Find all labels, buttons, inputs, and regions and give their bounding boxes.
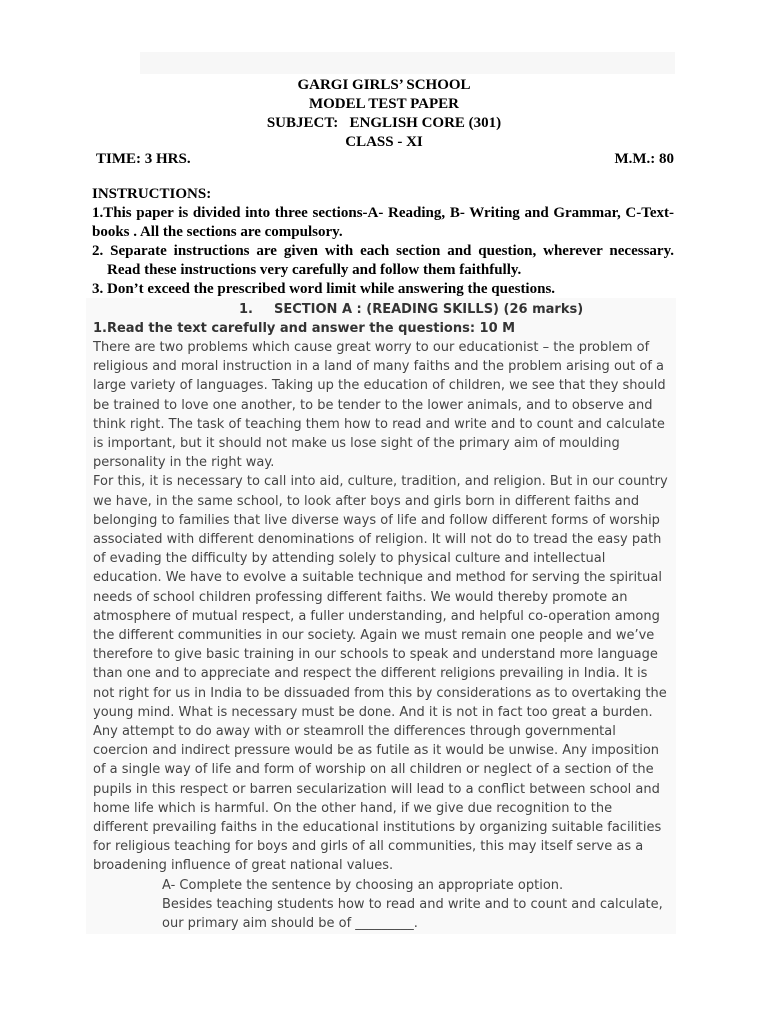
passage-line: religious and moral instruction in a land of many faiths and the problem arising out of a	[93, 359, 664, 375]
max-marks-label: M.M.: 80	[614, 151, 674, 167]
passage-line: not right for us in India to be dissuaded from this by considerations as to overtaking the	[93, 685, 667, 701]
passage-line: broadening influence of great national values.	[93, 858, 394, 874]
instruction-item: 1.This paper is divided into three sections-A- Reading, B- Writing and Grammar, C-Text-books . All the sections are compulsory.	[92, 205, 674, 240]
instructions-heading: INSTRUCTIONS:	[92, 186, 212, 202]
instructions-block	[92, 185, 674, 299]
section-title	[0, 300, 768, 319]
question-a	[162, 876, 662, 934]
passage-line: For this, it is necessary to call into aid, culture, tradition, and religion. But in our country	[93, 474, 668, 490]
passage-line: think right. The task of teaching them how to read and write and to count and calculate	[93, 416, 665, 432]
passage-line: large variety of languages. Taking up the education of children, we see that they should	[93, 378, 666, 394]
passage-line: be trained to love one another, to be tender to the lower animals, and to observe and	[93, 397, 653, 413]
passage-line: education. We have to evolve a suitable technique and method for serving the spiritual	[93, 570, 662, 586]
passage-line: Any attempt to do away with or steamroll the differences through governmental	[93, 724, 616, 740]
document-header	[0, 76, 768, 152]
passage-line: of a single way of life and form of worship on all children or neglect of a section of the	[93, 762, 654, 778]
passage-line: belonging to families that live diverse ways of life and follow different forms of worship	[93, 512, 660, 528]
passage-line: pupils in this respect or barren secularization will lead to a conflict between school and	[93, 781, 660, 797]
passage-line: of evading the difficulty by attending solely to physical culture and intellectual	[93, 551, 606, 567]
question-line: A- Complete the sentence by choosing an appropriate option.	[162, 878, 564, 893]
passage-line: therefore to give basic training in our schools to speak and understand more language	[93, 647, 658, 663]
passage-line: different prevailing faiths in the educational institutions by organizing suitable facilities	[93, 820, 662, 836]
passage-line: than one and to appreciate and respect the different religions prevailing in India. It is	[93, 666, 648, 682]
reading-passage	[93, 338, 668, 876]
passage-line: There are two problems which cause great worry to our educationist – the problem of	[93, 340, 650, 355]
passage-line: needs of school children professing different faiths. We would thereby promote an	[93, 589, 628, 605]
class-line: CLASS - XI	[345, 134, 423, 150]
paper-title: MODEL TEST PAPER	[308, 96, 460, 112]
passage-line: young mind. What is necessary must be done. And it is not in fact too great a burden.	[93, 704, 653, 720]
question-line: our primary aim should be of _________.	[162, 916, 418, 932]
instruction-item: 3. Don’t exceed the prescribed word limit while answering the questions.	[92, 281, 556, 297]
school-name: GARGI GIRLS’ SCHOOL	[297, 77, 471, 93]
question-intro: 1.Read the text carefully and answer the questions: 10 M	[93, 321, 516, 336]
passage-line: home life which is harmful. On the other hand, if we give due recognition to the	[93, 800, 613, 816]
section-number: 1.	[239, 302, 253, 317]
passage-line: personality in the right way.	[93, 455, 275, 471]
time-label: TIME: 3 HRS.	[96, 151, 191, 167]
passage-line: is important, but it should not make us lose sight of the primary aim of moulding	[93, 436, 620, 452]
passage-line: for religious teaching for boys and girls of all communities, this may itself serve as a	[93, 839, 644, 855]
time-marks-row	[96, 151, 674, 171]
top-band	[140, 52, 675, 74]
passage-line: coercion and indirect pressure would be as futile as it would be unwise. Any imposition	[93, 743, 660, 759]
passage-line: we have, in the same school, to look after boys and girls born in different faiths and	[93, 493, 640, 509]
subject-line: SUBJECT: ENGLISH CORE (301)	[266, 115, 502, 131]
question-line: Besides teaching students how to read and write and to count and calculate,	[162, 897, 663, 913]
passage-line: associated with different denominations of religion. It will not do to tread the easy path	[93, 532, 662, 548]
section-heading: SECTION A : (READING SKILLS) (26 marks)	[274, 302, 584, 317]
passage-line: the different communities in our society. Again we must remain one people and we’ve	[93, 628, 655, 644]
passage-line: atmosphere of mutual respect, a fuller understanding, and helpful co-operation among	[93, 608, 660, 624]
instruction-item: 2. Separate instructions are given with each section and question, wherever necessary. Read these instructions very carefully and follow them faithfully.	[92, 243, 674, 278]
